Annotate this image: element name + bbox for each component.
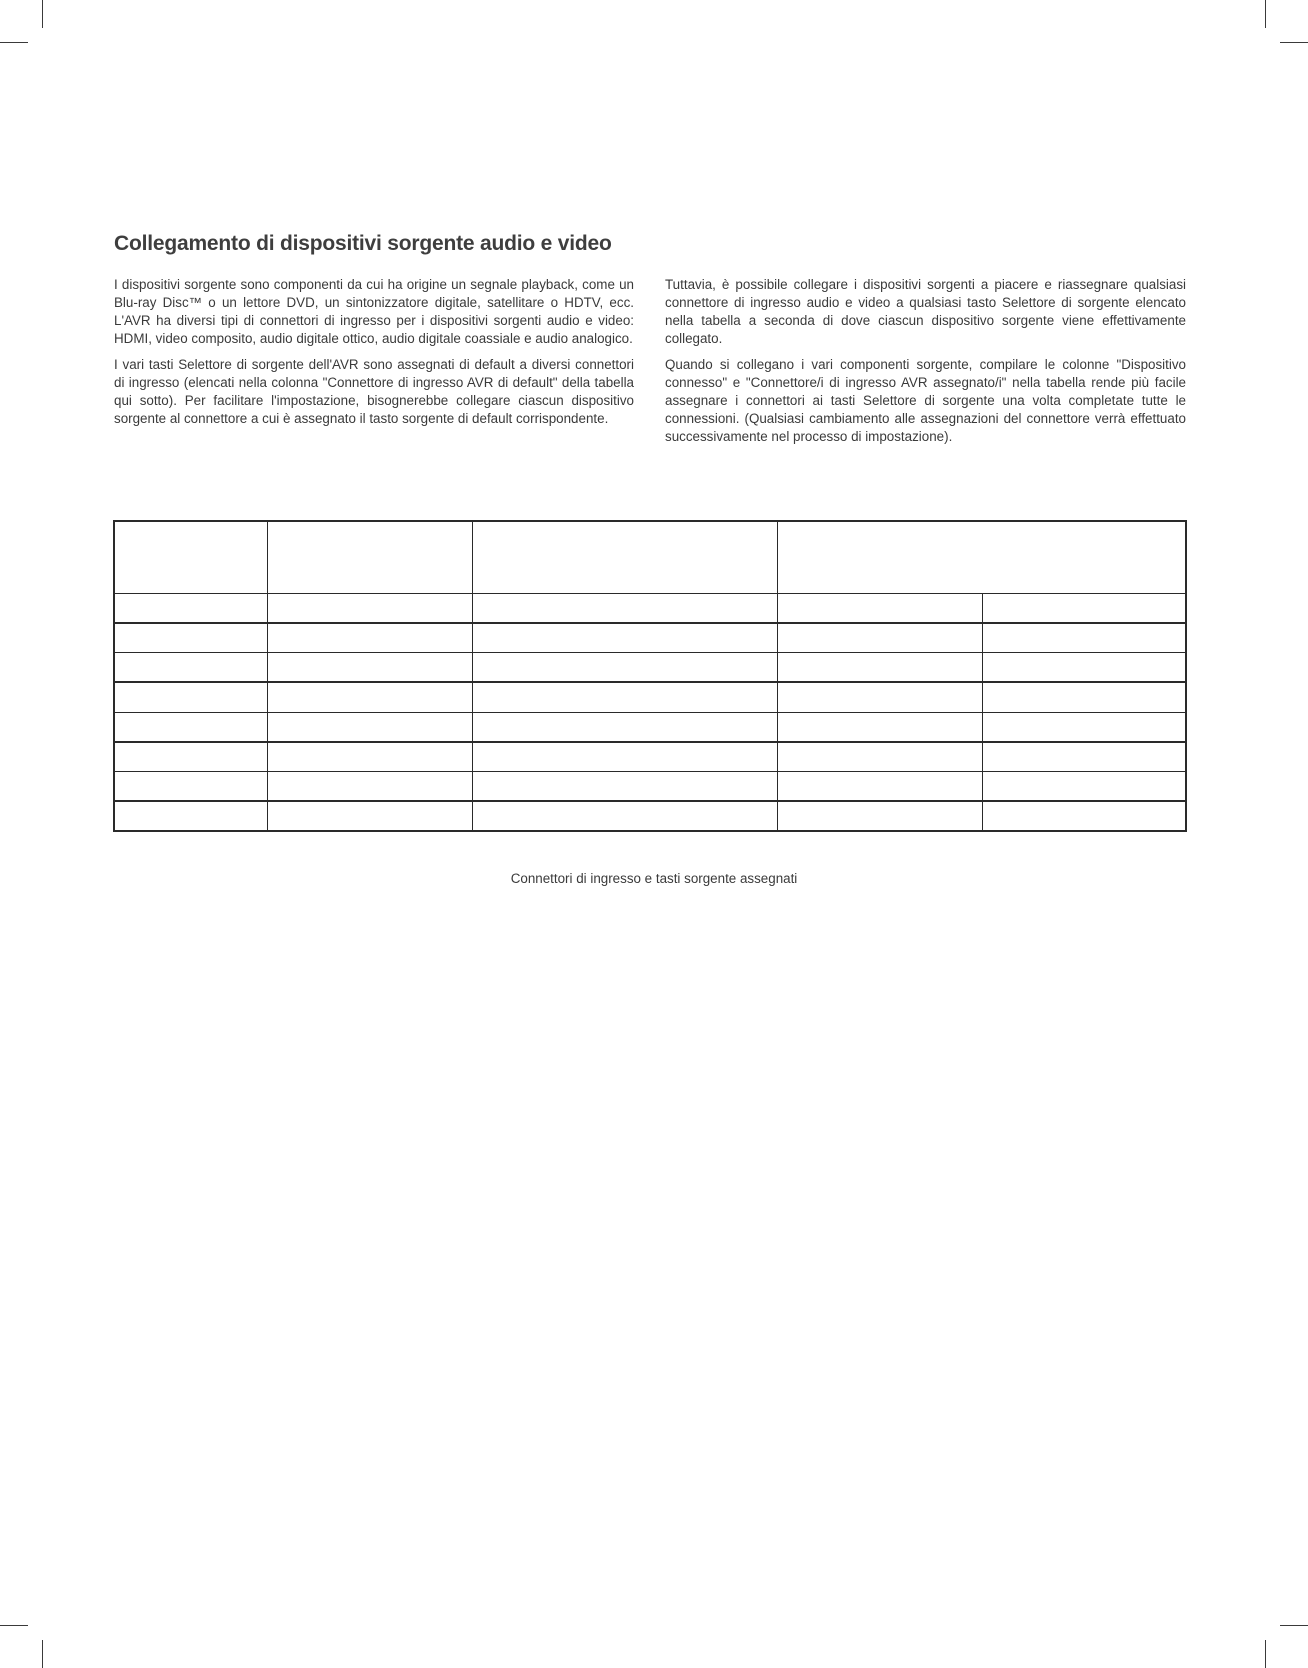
table-row — [114, 623, 1186, 653]
table-header-cell — [777, 521, 1186, 594]
table-caption: Connettori di ingresso e tasti sorgente assegnati — [510, 871, 798, 886]
table-header-row — [114, 521, 1186, 594]
paragraph: Tuttavia, è possibile collegare i dispositivi sorgenti a piacere e riassegnare qualsiasi connettore di ingresso audio e video a qualsiasi tasto Selettore di sorgente elencato nella tabella a seconda di dove ciascun dispositivo sorgente viene effettivamente collegato. — [665, 277, 1186, 346]
table-cell — [267, 623, 472, 653]
table-cell — [982, 771, 1186, 801]
paragraph: I vari tasti Selettore di sorgente dell'AVR sono assegnati di default a diversi connettori di ingresso (elencati nella colonna "Connettore di ingresso AVR di default" della tabella qui sotto). Per facilitare l'impostazione, bisognerebbe collegare ciascun dispositivo sorgente al connettore a cui è assegnato il tasto sorgente di default corrispondente. — [114, 357, 634, 426]
page-title: Collegamento di dispositivi sorgente audio e video — [114, 232, 612, 255]
input-connector-table — [113, 520, 1185, 832]
table-row — [114, 682, 1186, 712]
table-row — [114, 801, 1186, 831]
table-cell — [777, 771, 982, 801]
crop-mark — [0, 42, 28, 43]
table-cell — [472, 801, 777, 831]
table-cell — [267, 594, 472, 624]
table-row — [114, 594, 1186, 624]
table-cell — [114, 801, 267, 831]
text-column-left — [114, 276, 634, 436]
table-grid — [113, 520, 1187, 832]
table-cell — [982, 682, 1186, 712]
table-cell — [114, 594, 267, 624]
table-cell — [777, 742, 982, 772]
table-cell — [114, 653, 267, 683]
table-row — [114, 712, 1186, 742]
table-cell — [777, 712, 982, 742]
table-cell — [982, 712, 1186, 742]
crop-mark — [1265, 1640, 1266, 1668]
table-row — [114, 653, 1186, 683]
table-cell — [472, 771, 777, 801]
table-cell — [114, 682, 267, 712]
table-cell — [267, 653, 472, 683]
table-cell — [472, 682, 777, 712]
table-cell — [472, 742, 777, 772]
table-cell — [114, 742, 267, 772]
table-cell — [267, 771, 472, 801]
crop-mark — [1265, 0, 1266, 28]
table-cell — [777, 682, 982, 712]
table-cell — [777, 801, 982, 831]
text-column-right — [665, 276, 1186, 454]
table-cell — [472, 623, 777, 653]
table-cell — [472, 712, 777, 742]
table-cell — [982, 653, 1186, 683]
crop-mark — [0, 1625, 28, 1626]
crop-mark — [42, 0, 43, 28]
table-cell — [114, 771, 267, 801]
table-cell — [982, 801, 1186, 831]
paragraph: I dispositivi sorgente sono componenti da cui ha origine un segnale playback, come un Blu-ray Disc™ o un lettore DVD, un sintonizzatore digitale, satellitare o HDTV, ecc. L'AVR ha diversi tipi di connettori di ingresso per i dispositivi sorgenti audio e video: HDMI, video composito, audio digitale ottico, audio digitale coassiale e audio analogico. — [114, 277, 634, 346]
table-cell — [472, 653, 777, 683]
table-cell — [114, 623, 267, 653]
crop-mark — [42, 1640, 43, 1668]
table-cell — [114, 712, 267, 742]
table-cell — [267, 801, 472, 831]
table-cell — [267, 712, 472, 742]
table-header-cell — [472, 521, 777, 594]
table-row — [114, 771, 1186, 801]
table-cell — [777, 653, 982, 683]
table-row — [114, 742, 1186, 772]
table-cell — [982, 623, 1186, 653]
table-cell — [267, 742, 472, 772]
crop-mark — [1280, 1625, 1308, 1626]
table-header-cell — [267, 521, 472, 594]
table-cell — [982, 742, 1186, 772]
table-cell — [982, 594, 1186, 624]
crop-mark — [1280, 42, 1308, 43]
table-cell — [777, 594, 982, 624]
table-cell — [267, 682, 472, 712]
table-cell — [777, 623, 982, 653]
table-cell — [472, 594, 777, 624]
paragraph: Quando si collegano i vari componenti sorgente, compilare le colonne "Dispositivo connesso" e "Connettore/i di ingresso AVR assegnato/i" nella tabella rende più facile assegnare i connettori ai tasti Selettore di sorgente una volta completate tutte le connessioni. (Qualsiasi cambiamento alle assegnazioni del connettore verrà effettuato successivamente nel processo di impostazione). — [665, 357, 1186, 444]
table-header-cell — [114, 521, 267, 594]
